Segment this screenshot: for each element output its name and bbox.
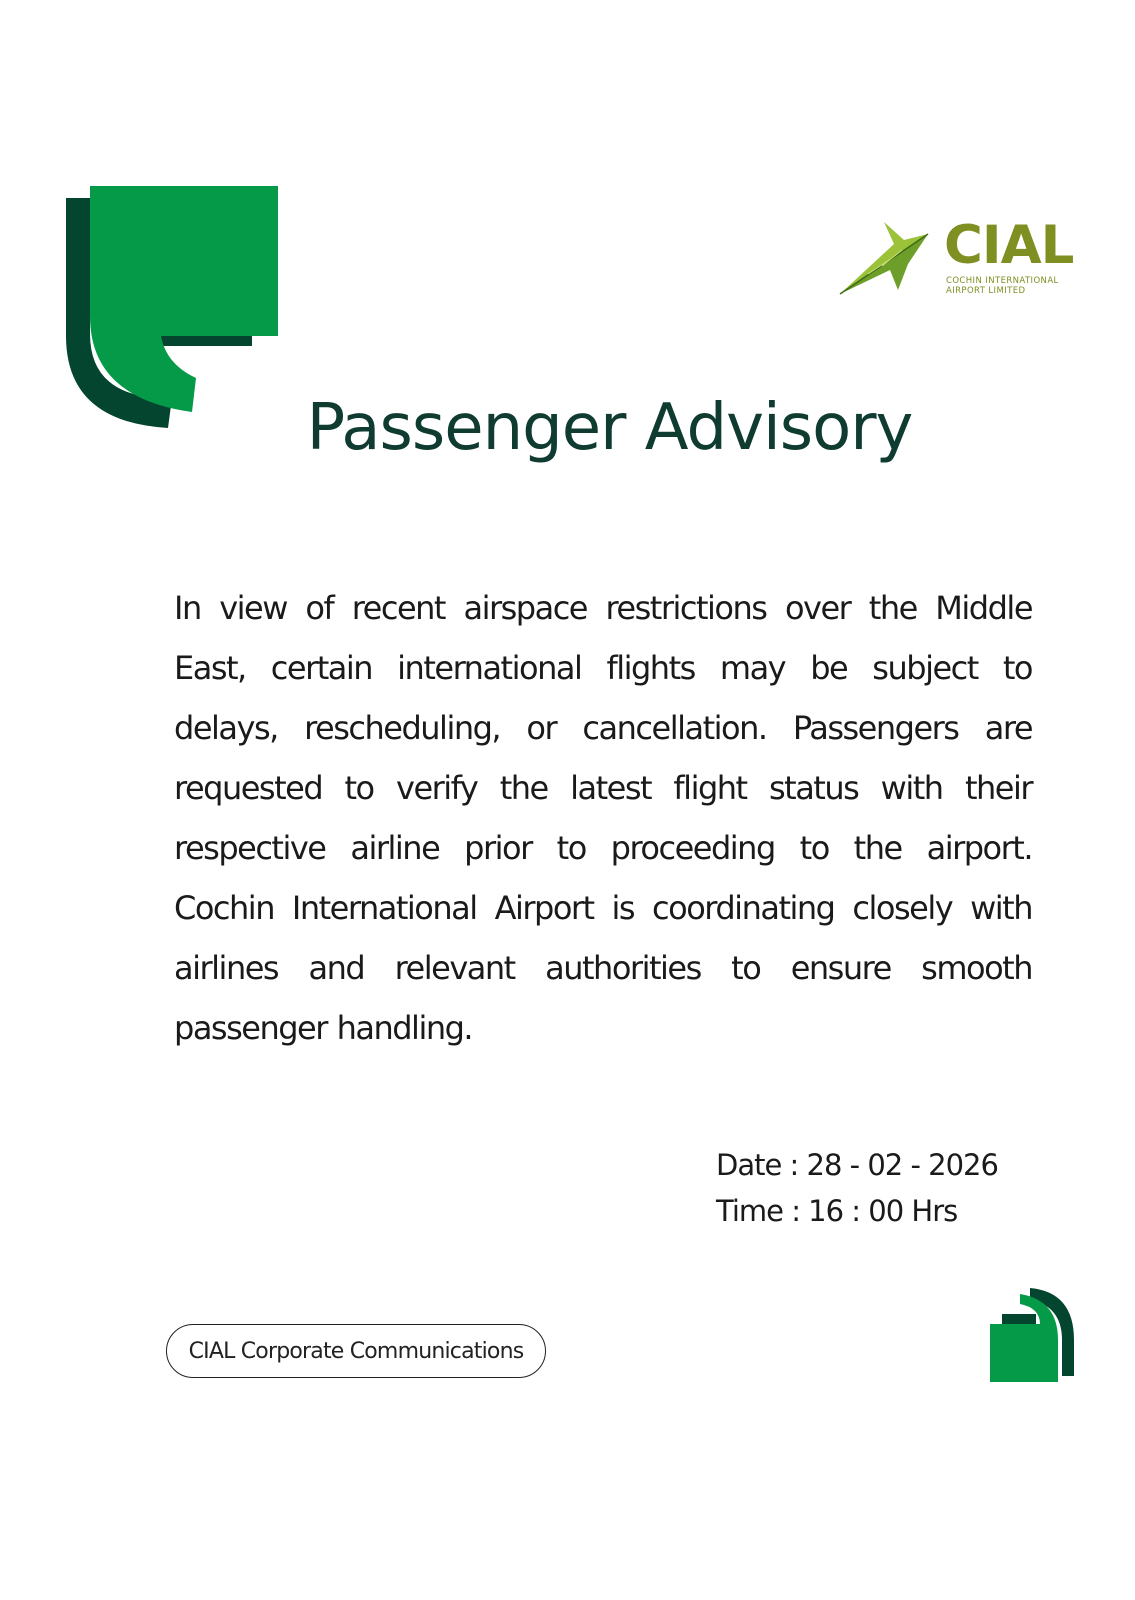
logo-subtitle: COCHIN INTERNATIONAL AIRPORT LIMITED <box>946 276 1059 296</box>
cial-logo <box>838 215 1078 302</box>
advisory-time: Time : 16 : 00 Hrs <box>716 1194 958 1228</box>
page-title: Passenger Advisory <box>306 391 913 465</box>
corner-decoration-bottom <box>990 1284 1074 1382</box>
advisory-body: In view of recent airspace restrictions over the Middle East, certain international flights may be subject to delays, rescheduling, or cancellation. Passengers are requested to verify the latest flight status with their respective airline prior to proceeding to the airport. Cochin International Airport is coordinating closely with airlines and relevant authorities to ensure smooth passenger handling. <box>174 589 1032 1047</box>
leaf-plane-icon <box>838 220 938 302</box>
logo-wordmark: CIAL <box>944 215 1074 276</box>
date-time-block <box>716 1142 998 1234</box>
footer-badge: CIAL Corporate Communications <box>166 1324 546 1378</box>
advisory-date: Date : 28 - 02 - 2026 <box>716 1148 998 1182</box>
